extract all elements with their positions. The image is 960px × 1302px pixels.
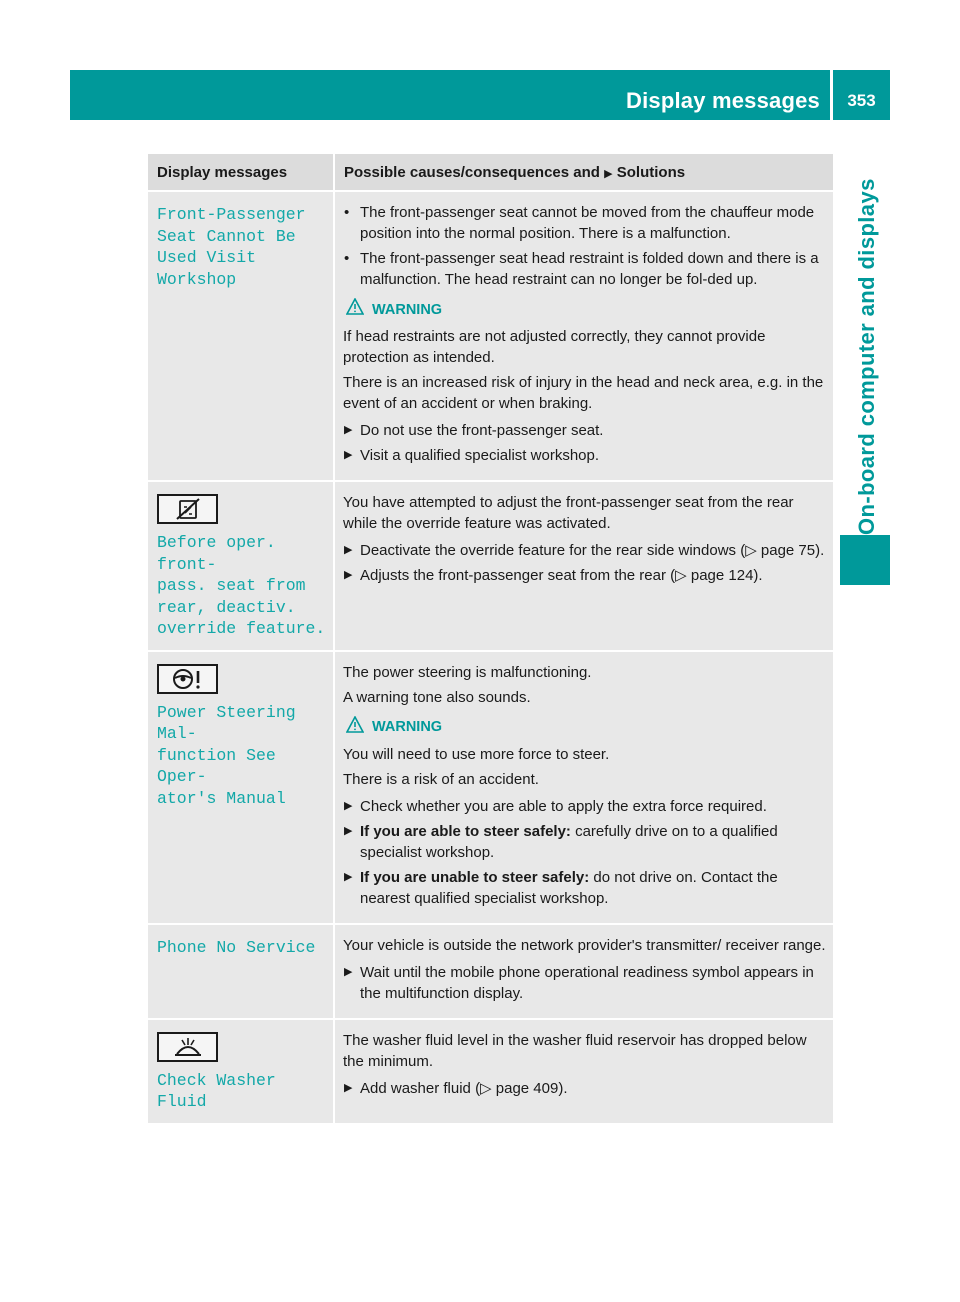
table-header-row: [148, 154, 833, 190]
warning-heading: WARNING: [343, 298, 827, 322]
list-item: ▶ If you are unable to steer safely: do not drive on. Contact the nearest qualified specialist workshop.: [344, 868, 778, 907]
list-item: • The front-passenger seat cannot be moved from the chauffeur mode position into the normal position. There is a malfunction.: [344, 204, 815, 242]
display-message-text: Before oper. front- pass. seat from rear, deactiv. override feature.: [157, 533, 326, 638]
description-text: You have attempted to adjust the front-passenger seat from the rear while the override feature was activated.: [343, 494, 794, 532]
description-text: Your vehicle is outside the network provider's transmitter/ receiver range.: [343, 936, 826, 954]
display-message-text: Power Steering Mal‑ function See Oper‑ ator's Manual: [157, 702, 296, 808]
table-row: [148, 480, 833, 650]
display-messages-table: [148, 154, 833, 1123]
list-item: • The front-passenger seat head restraint is folded down and there is a malfunction. The head restraint can no longer be fol-ded up.: [344, 250, 819, 288]
list-item: ▶ Deactivate the override feature for the rear side windows (▷ page 75).: [344, 542, 825, 559]
bullet-icon: •: [344, 250, 350, 267]
column-header-causes: Possible causes/consequences and ▶ Solutions: [335, 154, 833, 190]
step-arrow-icon: ▶: [344, 449, 353, 461]
list-item: ▶ Wait until the mobile phone operational readiness symbol appears in the multifunction display.: [344, 963, 814, 1002]
table-row: [148, 190, 833, 480]
list-item: ▶ If you are able to steer safely: carefully drive on to a qualified specialist workshop.: [344, 822, 778, 861]
page-header: [70, 70, 890, 120]
causes-cell: [335, 923, 833, 1018]
column-header-display: Display messages: [148, 154, 335, 190]
display-message-text: Front-Passenger Seat Cannot Be Used Visit Workshop: [157, 205, 306, 289]
page-number: 353: [847, 91, 876, 110]
causes-cell: [335, 480, 833, 650]
step-arrow-icon: ▶: [344, 569, 353, 581]
list-item: ▶ Do not use the front-passenger seat.: [344, 422, 604, 439]
side-tab: [840, 150, 890, 535]
step-arrow-icon: ▶: [344, 544, 353, 556]
display-message-cell: [148, 190, 335, 480]
washer-fluid-icon: [157, 1032, 218, 1062]
table-row: [148, 1018, 833, 1123]
display-message-cell: [148, 480, 335, 650]
side-tab-label: On-board computer and displays: [854, 178, 879, 535]
display-message-cell: [148, 923, 335, 1018]
display-message-text: Check Washer Fluid: [157, 1070, 276, 1111]
seat-override-icon: [157, 494, 218, 524]
power-steering-warning-icon: [157, 664, 218, 694]
warning-text: You will need to use more force to steer.: [343, 745, 610, 763]
step-arrow-icon: ▶: [344, 824, 353, 837]
list-item: ▶ Visit a qualified specialist workshop.: [344, 447, 600, 464]
step-arrow-icon: ▶: [344, 1081, 353, 1094]
step-arrow-icon: ▶: [344, 799, 353, 812]
causes-cell: [335, 190, 833, 480]
bullet-icon: •: [344, 204, 350, 221]
table-row: [148, 650, 833, 923]
arrow-right-icon: ▶: [604, 167, 613, 180]
warning-triangle-icon: [346, 716, 364, 740]
section-title: Display messages: [626, 88, 820, 113]
step-arrow-icon: ▶: [344, 870, 353, 883]
list-item: ▶ Check whether you are able to apply the extra force required.: [344, 797, 767, 815]
warning-heading: WARNING: [343, 716, 827, 740]
step-arrow-icon: ▶: [344, 424, 353, 436]
causes-cell: [335, 650, 833, 923]
display-message-text: Phone No Service: [157, 937, 316, 957]
list-item: ▶ Adjusts the front-passenger seat from the rear (▷ page 124).: [344, 567, 763, 584]
warning-text: If head restraints are not adjusted correctly, they cannot provide protection as intended.: [343, 328, 766, 366]
description-text: The power steering is malfunctioning.: [343, 663, 592, 681]
list-item: ▶ Add washer fluid (▷ page 409).: [344, 1079, 568, 1097]
side-tab-marker: [840, 535, 890, 585]
description-text: A warning tone also sounds.: [343, 688, 531, 706]
display-message-cell: [148, 650, 335, 923]
warning-text: There is a risk of an accident.: [343, 770, 539, 788]
causes-cell: [335, 1018, 833, 1123]
description-text: The washer fluid level in the washer fluid reservoir has dropped below the minimum.: [343, 1031, 807, 1070]
step-arrow-icon: ▶: [344, 965, 353, 978]
warning-text: There is an increased risk of injury in the head and neck area, e.g. in the event of an accident or when braking.: [343, 374, 824, 412]
display-message-cell: [148, 1018, 335, 1123]
warning-triangle-icon: [346, 298, 364, 322]
table-row: [148, 923, 833, 1018]
